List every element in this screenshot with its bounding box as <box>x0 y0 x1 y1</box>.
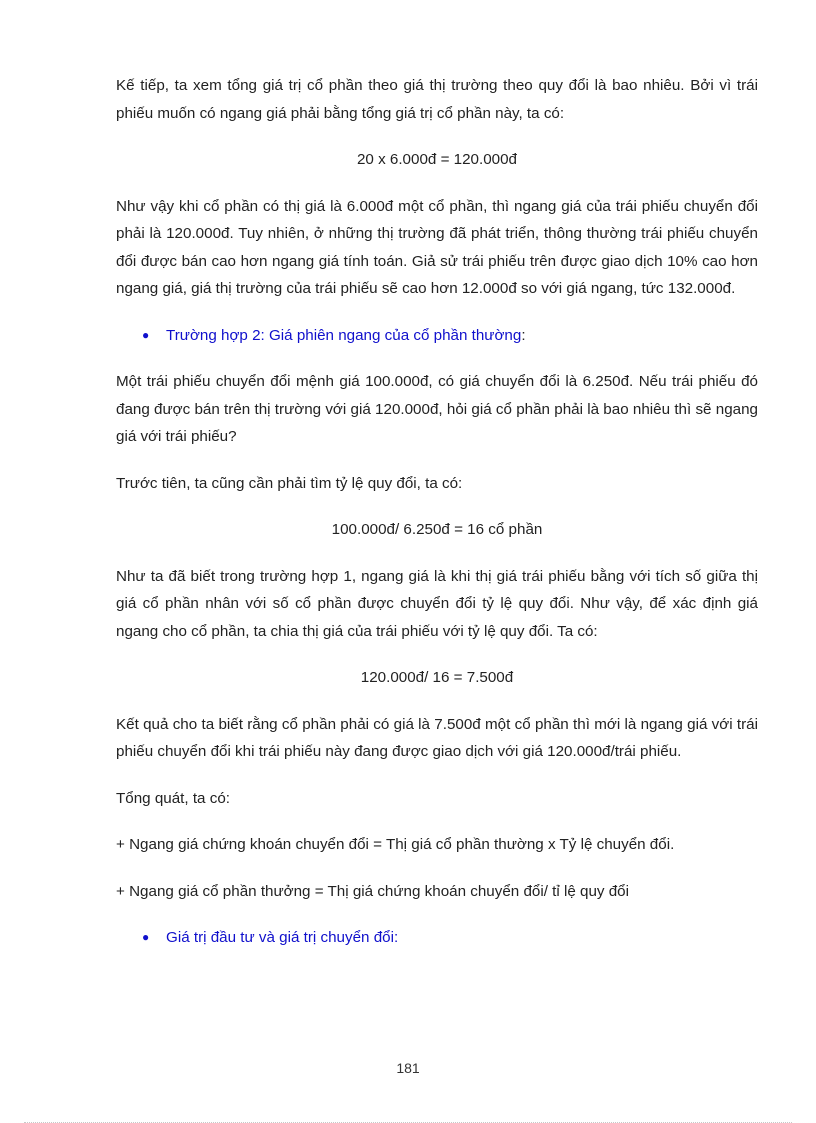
page-content <box>116 72 758 971</box>
paragraph-result: Kết quả cho ta biết rằng cổ phần phải có giá là 7.500đ một cổ phần thì mới là ngang giá với trái phiếu chuyển đổi khi trái phiếu này đang được giao dịch với giá 120.000đ/trái phiếu. <box>116 715 758 760</box>
formula-conversion-ratio: 100.000đ/ 6.250đ = 16 cổ phần <box>331 521 543 538</box>
paragraph-rule-share-parity: + Ngang giá cổ phần thưởng = Thị giá chứng khoán chuyển đổi/ tỉ lệ quy đổi <box>116 882 629 900</box>
formula-share-parity: 120.000đ/ 16 = 7.500đ <box>360 669 514 686</box>
bullet-heading-label: Giá trị đầu tư và giá trị chuyển đổi: <box>166 929 399 946</box>
paragraph-case-1-recap: Như ta đã biết trong trường hợp 1, ngang giá là khi thị giá trái phiếu bằng với tích số giữa thị giá cổ phần nhân với số cổ phần được chuyển đổi tỷ lệ quy đổi. Như vậy, để xác định giá ngang cho cổ phần, ta chia thị giá của trái phiếu với tỷ lệ quy đổi. Ta có: <box>116 567 758 640</box>
page-number: 181 <box>396 1060 420 1076</box>
paragraph-case-2-problem: Một trái phiếu chuyển đổi mệnh giá 100.000đ, có giá chuyển đổi là 6.250đ. Nếu trái phiếu đó đang được bán trên thị trường với giá 120.000đ, hỏi giá cổ phần phải là bao nhiêu thì sẽ ngang giá với trái phiếu? <box>116 373 758 445</box>
paragraph-total-share-value: Kế tiếp, ta xem tổng giá trị cổ phần theo giá thị trường theo quy đổi là bao nhiêu. Bởi vì trái phiếu muốn có ngang giá phải bằng tổng giá trị cổ phần này, ta có: <box>116 77 758 122</box>
paragraph-parity-explanation: Như vậy khi cổ phần có thị giá là 6.000đ một cổ phần, thì ngang giá của trái phiếu chuyển đổi phải là 120.000đ. Tuy nhiên, ở những thị trường đã phát triển, thông thường trái phiếu chuyển đổi được bán cao hơn ngang giá tính toán. Giả sử trái phiếu trên được giao dịch 10% cao hơn ngang giá, giá thị trường của trái phiếu sẽ cao hơn 12.000đ so với giá ngang, tức 132.000đ. <box>116 197 758 297</box>
bullet-icon: ● <box>142 930 150 944</box>
formula-parity-1: 20 x 6.000đ = 120.000đ <box>356 151 518 168</box>
paragraph-rule-convertible-parity: + Ngang giá chứng khoán chuyển đổi = Thị giá cổ phần thường x Tỷ lệ chuyển đổi. <box>116 836 675 853</box>
paragraph-find-ratio: Trước tiên, ta cũng cần phải tìm tỷ lệ quy đổi, ta có: <box>116 474 463 492</box>
bullet-icon: ● <box>142 327 150 342</box>
bullet-heading-colon: : <box>521 326 526 344</box>
bullet-heading-case-2 <box>116 322 758 350</box>
paragraph-general: Tổng quát, ta có: <box>116 789 230 807</box>
bullet-heading-investment-value <box>116 924 758 952</box>
bullet-heading-label: Trường hợp 2: Giá phiên ngang của cổ phần thường <box>166 326 522 344</box>
